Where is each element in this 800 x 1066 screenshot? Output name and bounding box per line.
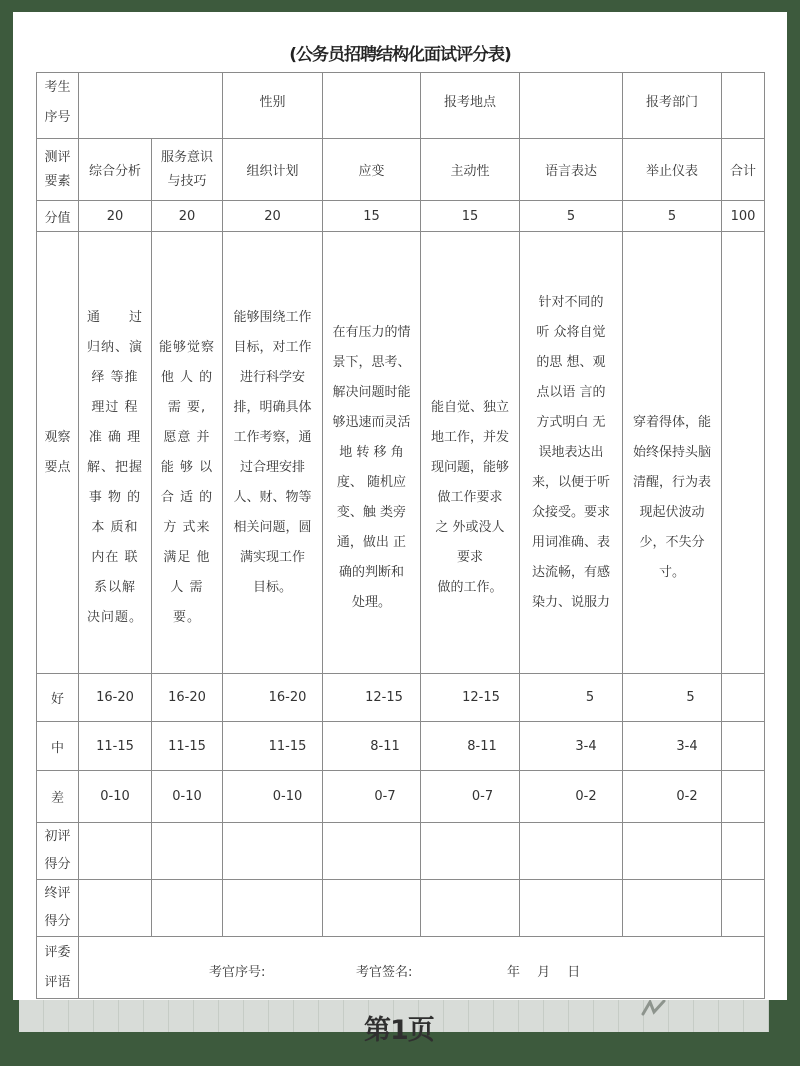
- level-range: [722, 722, 765, 771]
- criteria-item: 主动性: [421, 139, 520, 201]
- criteria-item: 举止仪表: [623, 139, 722, 201]
- score-value: 15: [421, 201, 520, 232]
- department-field[interactable]: [722, 73, 765, 139]
- initial-score-label: 初评 得分: [37, 823, 79, 880]
- page-number-label: 第1页: [364, 1015, 434, 1046]
- document-page: [13, 12, 787, 1000]
- initial-score-field[interactable]: [79, 823, 152, 880]
- final-score-field[interactable]: [323, 880, 421, 937]
- location-label: 报考地点: [421, 73, 520, 139]
- observation-cell: [323, 232, 421, 674]
- final-score-field[interactable]: [722, 880, 765, 937]
- level-label: 好: [37, 674, 79, 722]
- department-label: 报考部门: [623, 73, 722, 139]
- final-score-field[interactable]: [223, 880, 323, 937]
- criteria-row: [37, 139, 765, 201]
- level-range: 3-4: [623, 722, 722, 771]
- observation-cell: [623, 232, 722, 674]
- level-range: 11-15: [152, 722, 223, 771]
- score-value: 100: [722, 201, 765, 232]
- observation-row: [37, 232, 765, 674]
- level-range: [722, 674, 765, 722]
- level-range: [722, 771, 765, 823]
- score-value-row: [37, 201, 765, 232]
- level-range: 12-15: [421, 674, 520, 722]
- level-range: 11-15: [223, 722, 323, 771]
- initial-score-row: [37, 823, 765, 880]
- level-range: 0-2: [623, 771, 722, 823]
- level-range: 16-20: [79, 674, 152, 722]
- candidate-no-label: 考生 序号: [37, 73, 79, 139]
- examiner-no-label: 考官序号:: [209, 965, 266, 980]
- observation-cell: [79, 232, 152, 674]
- observation-label: 观察 要点: [37, 232, 79, 674]
- level-range: 11-15: [79, 722, 152, 771]
- final-score-field[interactable]: [79, 880, 152, 937]
- level-label: 中: [37, 722, 79, 771]
- level-range: 8-11: [323, 722, 421, 771]
- observation-cell: [421, 232, 520, 674]
- observation-text: 能自觉、独立 地工作，并发 现问题，能够 做工作要求 之 外或没人 要求 做的工作。: [430, 399, 509, 595]
- level-range: 0-10: [223, 771, 323, 823]
- score-value: 20: [79, 201, 152, 232]
- final-score-label: 终评 得分: [37, 880, 79, 937]
- level-row-good: [37, 674, 765, 722]
- score-value: 5: [623, 201, 722, 232]
- pen-scribble-icon: [640, 998, 670, 1018]
- initial-score-field[interactable]: [152, 823, 223, 880]
- level-row-medium: [37, 722, 765, 771]
- final-score-field[interactable]: [152, 880, 223, 937]
- observation-cell: [722, 232, 765, 674]
- observation-cell: [520, 232, 623, 674]
- criteria-item: 综合分析: [79, 139, 152, 201]
- initial-score-field[interactable]: [223, 823, 323, 880]
- observation-text: 能够围绕工作 目标，对工作 进行科学安 排，明确具体 工作考察，通 过合理安排 人、财、物等 相关问题，圆 满实现工作 目标。: [233, 309, 312, 595]
- level-range: 12-15: [323, 674, 421, 722]
- observation-text: 在有压力的情 景下，思考、 解决问题时能 够迅速而灵活 地 转 移 角 度、 随机应 变、触 类旁 通，做出 正 确的判断和 处理。: [332, 324, 411, 610]
- level-range: 5: [623, 674, 722, 722]
- final-score-field[interactable]: [520, 880, 623, 937]
- level-range: 0-10: [152, 771, 223, 823]
- initial-score-field[interactable]: [623, 823, 722, 880]
- level-row-poor: [37, 771, 765, 823]
- final-score-row: [37, 880, 765, 937]
- interview-score-table: [36, 72, 765, 999]
- score-value: 15: [323, 201, 421, 232]
- candidate-info-row: [37, 73, 765, 139]
- document-title: (公务员招聘结构化面试评分表): [289, 45, 511, 65]
- final-score-field[interactable]: [421, 880, 520, 937]
- criteria-item: 服务意识 与技巧: [152, 139, 223, 201]
- observation-cell: [152, 232, 223, 674]
- initial-score-field[interactable]: [421, 823, 520, 880]
- level-label: 差: [37, 771, 79, 823]
- score-label: 分值: [37, 201, 79, 232]
- score-value: 20: [152, 201, 223, 232]
- criteria-item: 应变: [323, 139, 421, 201]
- criteria-label: 测评 要素: [37, 139, 79, 201]
- criteria-item: 合计: [722, 139, 765, 201]
- score-value: 5: [520, 201, 623, 232]
- gender-field[interactable]: [323, 73, 421, 139]
- observation-text: 穿着得体，能 始终保持头脑 清醒，行为表 现起伏波动 少，不失分 寸。: [632, 414, 711, 580]
- comments-row: [37, 937, 765, 999]
- observation-text: 针对不同的 听 众将自觉 的思 想、观 点以语 言的 方式明白 无 误地表达出 来，以便于听 众接受。要求 用词准确、表 达流畅，有感 染力、说服力: [531, 294, 610, 610]
- level-range: 5: [520, 674, 623, 722]
- level-range: 3-4: [520, 722, 623, 771]
- location-field[interactable]: [520, 73, 623, 139]
- candidate-no-field[interactable]: [79, 73, 223, 139]
- observation-cell: [223, 232, 323, 674]
- score-value: 20: [223, 201, 323, 232]
- level-range: 16-20: [152, 674, 223, 722]
- level-range: 0-7: [323, 771, 421, 823]
- comments-label: 评委 评语: [37, 937, 79, 999]
- comments-field[interactable]: [79, 937, 765, 999]
- level-range: 8-11: [421, 722, 520, 771]
- final-score-field[interactable]: [623, 880, 722, 937]
- observation-text: 能够觉察 他 人 的 需 要, 愿意 并 能 够 以 合 适 的 方 式来 满足 他 人 需 要。: [158, 339, 215, 625]
- observation-text: 通 过 归纳、演 绎 等推 理过 程 准 确 理 解、把握 事 物 的 本 质和 内在 联 系以解 决问题。: [86, 309, 143, 625]
- gender-label: 性别: [223, 73, 323, 139]
- initial-score-field[interactable]: [323, 823, 421, 880]
- criteria-item: 语言表达: [520, 139, 623, 201]
- initial-score-field[interactable]: [722, 823, 765, 880]
- date-label: 年 月 日: [507, 965, 581, 980]
- level-range: 0-2: [520, 771, 623, 823]
- level-range: 0-7: [421, 771, 520, 823]
- level-range: 0-10: [79, 771, 152, 823]
- examiner-signature-label: 考官签名:: [356, 965, 413, 980]
- initial-score-field[interactable]: [520, 823, 623, 880]
- criteria-item: 组织计划: [223, 139, 323, 201]
- level-range: 16-20: [223, 674, 323, 722]
